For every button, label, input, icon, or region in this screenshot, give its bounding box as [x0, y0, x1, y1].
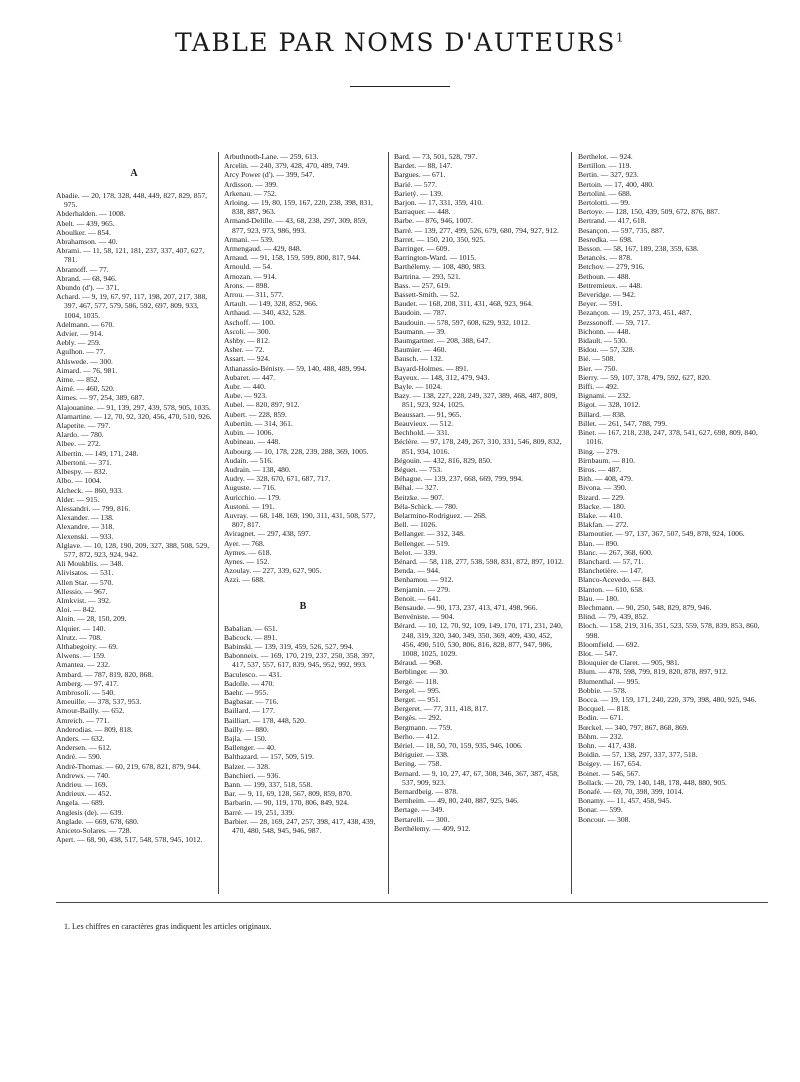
author-entry: Barié. — 577. — [394, 179, 438, 189]
author-entry: Bayle. — 1024. — [394, 382, 443, 392]
author-entry: Althabegoity. — 69. — [56, 641, 118, 651]
author-entry: Barbe. — 876, 946, 1007. — [394, 216, 473, 226]
author-entry: Ardisson. — 399. — [224, 179, 279, 189]
author-entry: Bollack. — 20, 79, 140, 148, 178, 448, 880, 905. — [578, 777, 727, 787]
author-entry: Artault. — 149, 328, 852, 966. — [224, 299, 318, 309]
author-entry: Aime. — 852. — [56, 375, 100, 385]
author-entry: Aubert. — 228, 859. — [224, 409, 287, 419]
index-column-2 — [224, 152, 382, 894]
author-entry: Aimes. — 97, 254, 389, 687. — [56, 393, 145, 403]
author-entry: Abrand. — 68, 946. — [56, 273, 117, 283]
author-entry: Asher. — 72. — [224, 345, 265, 355]
author-entry: Bertrand. — 417, 618. — [578, 216, 647, 226]
author-entry: Bernard. — 9, 10, 27, 47, 67, 308, 346, 367, 387, 458, 537, 909, 923. — [394, 768, 559, 787]
author-entry: Barbarin. — 90, 119, 170, 806, 849, 924. — [224, 798, 350, 808]
author-entry: Bing. — 279. — [578, 446, 620, 456]
author-entry: Alexandre. — 318. — [56, 522, 115, 532]
author-entry: André. — 590. — [56, 752, 102, 762]
author-entry: Aniceto-Solares. — 728. — [56, 826, 132, 836]
author-entry: Bensaude. — 90, 173, 237, 413, 471, 498, 966. — [394, 602, 538, 612]
author-entry: Arcelin. — 240, 379, 428, 470, 489, 749. — [224, 161, 350, 171]
author-entry: Bocquel. — 818. — [578, 704, 630, 714]
author-entry: Barré. — 139, 277, 499, 526, 679, 680, 794, 927, 912. — [394, 225, 559, 235]
page-title — [0, 28, 800, 57]
column-divider — [388, 152, 389, 894]
author-entry: Amreich. — 771. — [56, 715, 110, 725]
author-entry: Bernheim. — 49, 80, 240, 887, 925, 946. — [394, 796, 519, 806]
author-entry: Agulhon. — 77. — [56, 347, 106, 357]
author-entry: Beaussart. — 91, 965. — [394, 409, 462, 419]
author-entry: Anderodias. — 809, 818. — [56, 724, 133, 734]
author-entry: Bierry. — 59, 107, 378, 479, 592, 627, 820. — [578, 372, 711, 382]
author-entry: Béhague. — 139, 237, 668, 669, 799, 994. — [394, 474, 524, 484]
author-entry: Amantea. — 232. — [56, 660, 110, 670]
author-entry: Bidou. — 57, 328. — [578, 345, 635, 355]
author-entry: Ali Moukblis. — 348. — [56, 559, 124, 569]
author-entry: Aloi. — 842. — [56, 605, 97, 615]
author-entry: Barret. — 150, 210, 350, 925. — [394, 234, 486, 244]
author-entry: Bertoin. — 17, 400, 480. — [578, 179, 654, 189]
author-entry: Bith. — 408, 479. — [578, 474, 633, 484]
author-entry: Bocca. — 19, 159, 171, 240, 220, 379, 398, 480, 925, 946. — [578, 694, 757, 704]
author-entry: Barringer. — 609. — [394, 244, 450, 254]
author-entry: Bodin. — 671. — [578, 713, 624, 723]
author-entry: Abderhalden. — 1008. — [56, 209, 126, 219]
author-entry: Bausch. — 132. — [394, 354, 443, 364]
author-entry: Bertillon. — 119. — [578, 161, 632, 171]
author-entry: Ayer. — 768. — [224, 538, 265, 548]
author-entry: Auguste. — 716. — [224, 483, 276, 493]
author-entry: Blau. — 180. — [578, 593, 619, 603]
author-entry: Babinski. — 139, 319, 459, 526, 527, 994. — [224, 641, 354, 651]
author-entry: Arloing. — 19, 80, 159, 167, 220, 238, 398, 831, 838, 887, 963. — [224, 198, 373, 217]
author-entry: Blumenthal. — 995. — [578, 676, 641, 686]
author-entry: Armani. — 539. — [224, 234, 274, 244]
author-entry: Angela. — 689. — [56, 798, 105, 808]
author-entry: Alajouanine. — 91, 139, 297, 439, 578, 905, 1035. — [56, 402, 211, 412]
author-entry: Bertoye. — 128, 150, 439, 509, 672, 876, 887. — [578, 207, 720, 217]
author-entry: Ascoli. — 300. — [224, 326, 271, 336]
author-entry: Abrahamson. — 40. — [56, 237, 118, 247]
author-entry: Audain. — 516. — [224, 455, 273, 465]
author-entry: Barrington-Ward. — 1015. — [394, 253, 477, 263]
author-entry: Bailliart. — 178, 448, 520. — [224, 715, 306, 725]
page-title-text: TABLE PAR NOMS D'AUTEURS — [174, 28, 616, 57]
author-entry: Besançon. — 597, 735, 887. — [578, 225, 665, 235]
author-entry: Béclère. — 97, 178, 249, 267, 310, 331, 546, 809, 832, 851, 934, 1016. — [394, 437, 562, 456]
author-entry: Banchieri. — 936. — [224, 770, 281, 780]
author-entry: Bonamy. — 11, 457, 458, 945. — [578, 796, 672, 806]
author-entry: Albee. — 272. — [56, 439, 101, 449]
author-entry: Berblinger. — 30. — [394, 667, 449, 677]
author-entry: Boinet. — 546, 567. — [578, 768, 641, 778]
author-entry: Baumgartner. — 208, 388, 647. — [394, 336, 491, 346]
author-entry: Besson. — 58, 167, 189, 238, 359, 638. — [578, 244, 699, 254]
author-entry: Balthazard. — 157, 509, 519. — [224, 752, 314, 762]
author-entry: Billet. — 261, 547, 788, 799. — [578, 418, 668, 428]
author-entry: Arrou. — 311, 577. — [224, 290, 284, 300]
author-entry: Betancès. — 878. — [578, 253, 632, 263]
index-column-1 — [56, 152, 212, 894]
author-entry: Babcock. — 891. — [224, 632, 278, 642]
author-entry: Andersen. — 612. — [56, 743, 112, 753]
author-entry: Bloomfield. — 692. — [578, 639, 640, 649]
author-entry: Bloch. — 158, 219, 316, 351, 523, 559, 578, 839, 853, 860, 998. — [578, 621, 760, 640]
author-entry: Alglave. — 10, 128, 190, 209, 327, 388, 508, 529, 577, 872, 923, 924, 942. — [56, 540, 210, 559]
author-entry: Assart. — 924. — [224, 354, 270, 364]
author-entry: Baudet. — 168, 208, 311, 431, 468, 923, 964. — [394, 299, 533, 309]
author-entry: Balzer. — 328. — [224, 761, 270, 771]
section-letter: A — [130, 168, 138, 179]
author-entry: Benvéniste. — 904. — [394, 612, 455, 622]
author-entry: Baillard. — 177. — [224, 706, 276, 716]
author-entry: Biffi. — 492. — [578, 382, 619, 392]
author-entry: Binet. — 167, 218, 238, 247, 378, 541, 627, 698, 809, 840, 1016. — [578, 428, 758, 447]
author-entry: Bœckel. — 340, 797, 867, 868, 869. — [578, 722, 689, 732]
author-entry: Adelmann. — 670. — [56, 319, 115, 329]
author-entry: Aubel. — 820, 897, 912. — [224, 400, 300, 410]
author-entry: Barietý. — 139. — [394, 188, 443, 198]
author-entry: Armand-Delille. — 43, 68, 238, 297, 309, 859, 877, 923, 973, 986, 993. — [224, 216, 367, 235]
author-entry: Bernardbeig. — 878. — [394, 787, 459, 797]
author-entry: Arnozan. — 914. — [224, 271, 277, 281]
author-entry: Bazy. — 138, 227, 228, 249, 327, 389, 468, 487, 809, 851, 923, 924, 1025. — [394, 391, 558, 410]
author-entry: Besredka. — 698. — [578, 234, 633, 244]
author-entry: Andrieux. — 452. — [56, 789, 112, 799]
author-entry: Alrutz. — 708. — [56, 632, 102, 642]
author-entry: Bier. — 750. — [578, 363, 618, 373]
author-entry: Bagbasar. — 716. — [224, 697, 279, 707]
author-entry: Bériguier. — 338. — [394, 750, 449, 760]
author-entry: Bajla. — 150. — [224, 733, 267, 743]
author-entry: Bergel. — 995. — [394, 685, 441, 695]
author-entry: Badolle. — 470. — [224, 678, 275, 688]
author-entry: Bailly. — 880. — [224, 724, 269, 734]
author-entry: Bergé. — 118. — [394, 676, 439, 686]
author-entry: Achard. — 9, 19, 67, 97, 117, 198, 207, 217, 388, 397, 467, 577, 579, 586, 592, 697, 809, 933, 1004, 1035. — [56, 292, 208, 320]
author-entry: Albertoni. — 371. — [56, 457, 112, 467]
author-entry: Albespy. — 832. — [56, 467, 108, 477]
index-columns — [56, 152, 768, 894]
author-entry: Bann. — 199, 337, 518, 558. — [224, 780, 313, 789]
author-entry: Azzi. — 688. — [224, 575, 265, 585]
author-entry: Allessio. — 967. — [56, 586, 108, 596]
author-entry: Athanassio-Bénisty. — 59, 140, 488, 489, 994. — [224, 363, 367, 373]
author-entry: Arnould. — 54. — [224, 262, 273, 272]
author-entry: Blum. — 478, 598, 799, 819, 820, 878, 897, 912. — [578, 667, 728, 677]
author-entry: Birnbaum. — 810. — [578, 455, 635, 465]
author-entry: Bohn. — 417, 438. — [578, 741, 637, 750]
author-entry: Béguet. — 753. — [394, 464, 443, 474]
author-entry: Baehr. — 955. — [224, 687, 269, 697]
author-entry: Alquier. — 140. — [56, 623, 106, 633]
author-entry: Anglade. — 669, 678, 680. — [56, 816, 139, 826]
author-entry: Bargues. — 671. — [394, 170, 446, 180]
author-entry: Bettremieux. — 448. — [578, 280, 643, 290]
author-entry: Advier. — 914. — [56, 329, 104, 339]
author-entry: Austoni. — 191. — [224, 501, 275, 511]
author-entry: Babalian. — 651. — [224, 623, 278, 633]
author-entry: Bethoun. — 488. — [578, 271, 631, 281]
author-entry: Andrieu. — 169. — [56, 780, 108, 789]
author-entry: Berger. — 951. — [394, 694, 441, 704]
author-entry: Anglesis (de). — 639. — [56, 807, 124, 817]
author-entry: Beitzke. — 907. — [394, 492, 444, 502]
author-entry: Azoulay. — 227, 339, 627, 905. — [224, 566, 322, 576]
author-entry: Blanchard. — 57, 71. — [578, 556, 644, 566]
author-entry: Bardet. — 88, 147. — [394, 161, 453, 171]
author-entry: Bichonn. — 448. — [578, 326, 631, 336]
author-entry: Baumier. — 460. — [394, 345, 447, 355]
author-entry: Albertin. — 149, 171, 248. — [56, 448, 139, 458]
author-entry: Blouquier de Claret. — 905, 981. — [578, 658, 680, 668]
author-entry: Arkenau. — 752. — [224, 188, 277, 198]
author-entry: Barthélemy. — 108, 480, 983. — [394, 262, 486, 272]
author-entry: Auricchio. — 179. — [224, 492, 281, 502]
author-entry: Bar. — 9, 11, 69, 128, 567, 809, 859, 870. — [224, 789, 352, 799]
author-entry: Arcy Power (d'). — 399, 547. — [224, 170, 315, 180]
author-entry: Biros. — 487. — [578, 464, 622, 474]
author-entry: Bégouin. — 432, 816, 829, 850. — [394, 455, 492, 465]
author-entry: Belarmino-Rodriguez. — 268. — [394, 510, 487, 520]
author-entry: Bonar. — 599. — [578, 805, 623, 815]
author-entry: Andrews. — 740. — [56, 770, 110, 780]
author-entry: Blake. — 410. — [578, 510, 623, 520]
author-entry: Blamoutier. — 97, 137, 367, 507, 549, 878, 924, 1006. — [578, 529, 745, 539]
author-entry: Berthelot. — 924. — [578, 152, 633, 161]
author-entry: Alcheck. — 860, 933. — [56, 485, 124, 495]
author-entry: Blanco-Acevedo. — 843. — [578, 575, 656, 585]
author-entry: Aubourg. — 10, 178, 228, 239, 288, 369, 1005. — [224, 446, 369, 456]
author-entry: Alexenski. — 933. — [56, 531, 114, 541]
author-entry: Ambard. — 787, 819, 820, 868. — [56, 669, 154, 679]
author-entry: Alardo. — 780. — [56, 430, 104, 440]
author-entry: Beveridge. — 942. — [578, 290, 636, 300]
author-entry: Aubaret. — 447. — [224, 372, 276, 382]
author-entry: Boigey. — 167, 654. — [578, 759, 642, 769]
author-entry: Aube. — 923. — [224, 391, 268, 401]
author-entry: Bériel. — 18, 50, 70, 159, 935, 946, 1006. — [394, 741, 523, 750]
author-entry: Boidin. — 57, 138, 297, 337, 377, 518. — [578, 750, 698, 760]
author-entry: Aubertin. — 314, 361. — [224, 418, 293, 428]
author-entry: Almkvist. — 392. — [56, 595, 111, 605]
author-entry: Bergeret. — 77, 311, 418, 817. — [394, 704, 489, 714]
author-entry: Arbuthnoth-Lane. — 259, 613. — [224, 152, 319, 161]
author-entry: Baculesco. — 431. — [224, 669, 282, 679]
author-entry: Benoit. — 641. — [394, 593, 441, 603]
author-entry: Alwens. — 159. — [56, 651, 106, 661]
author-entry: Bard. — 73, 501, 528, 797. — [394, 152, 478, 161]
footnote: 1. Les chiffres en caractères gras indiquent les articles originaux. — [64, 922, 272, 931]
author-entry: Blanchetière. — 147. — [578, 566, 643, 576]
author-entry: Bidault. — 530. — [578, 336, 627, 346]
author-entry: Aimé. — 460, 520. — [56, 384, 115, 394]
author-entry: Alivisatos. — 531. — [56, 568, 114, 578]
author-entry: Bass. — 257, 619. — [394, 280, 451, 290]
author-entry: Aubin. — 1006. — [224, 428, 274, 438]
author-entry: Bering. — 758. — [394, 759, 442, 769]
author-entry: Bié. — 508. — [578, 354, 616, 364]
author-entry: Bezssonoff. — 59, 717. — [578, 317, 650, 327]
author-entry: Anders. — 632. — [56, 733, 105, 743]
author-entry: Amberg. — 97, 417. — [56, 678, 119, 688]
author-entry: Beyer. — 591. — [578, 299, 623, 309]
author-entry: Aviragnet. — 297, 438, 597. — [224, 529, 311, 539]
author-entry: Betchov. — 279, 916. — [578, 262, 645, 272]
author-entry: Boncour. — 308. — [578, 814, 631, 824]
section-letter: B — [299, 600, 307, 612]
author-entry: Audry. — 328, 670, 671, 687, 717. — [224, 474, 331, 484]
author-entry: Blind. — 79, 439, 852. — [578, 612, 649, 622]
author-entry: Aschoff. — 100. — [224, 317, 275, 327]
index-column-3 — [394, 152, 564, 894]
author-entry: Abramoff. — 77. — [56, 264, 109, 274]
author-entry: Barbier. — 28, 169, 247, 257, 398, 417, 438, 439, 470, 480, 548, 945, 946, 987. — [224, 816, 376, 836]
author-entry: Baumann. — 39. — [394, 326, 446, 336]
footnote-rule — [56, 902, 768, 903]
author-entry: Bassett-Smith. — 52. — [394, 290, 460, 300]
author-entry: Bérard. — 10, 12, 70, 92, 109, 149, 170, 171, 231, 240, 248, 319, 320, 340, 349, 350, 369, 409, 430, 452, 456, 490, 510, 530, 806, 816, 828, 877, 947, 986, 1008, 1025, 1029. — [394, 621, 563, 658]
author-entry: Blanton. — 610, 658. — [578, 584, 644, 594]
author-entry: Arthaud. — 340, 432, 528. — [224, 308, 306, 318]
column-divider — [218, 152, 219, 894]
author-entry: Aubr. — 440. — [224, 382, 266, 392]
author-entry: Bertolini. — 688. — [578, 188, 632, 198]
author-entry: Audrain. — 138, 480. — [224, 464, 291, 474]
author-entry: Aimard. — 76, 981. — [56, 365, 118, 375]
author-entry: Abelt. — 439, 965. — [56, 218, 115, 228]
author-entry: Alamartine. — 12, 70, 92, 320, 456, 470, 510, 926. — [56, 411, 212, 421]
author-entry: Aymes. — 618. — [224, 547, 272, 557]
author-entry: André-Thomas. — 60, 219, 678, 821, 879, 944. — [56, 761, 201, 771]
author-entry: Alessandri. — 799, 816. — [56, 503, 131, 513]
author-entry: Böhm. — 232. — [578, 731, 624, 741]
author-entry: Ballenger. — 40. — [224, 743, 276, 753]
author-entry: Arons. — 898. — [224, 280, 270, 290]
author-entry: Berho. — 412. — [394, 731, 440, 741]
author-entry: Beauvieux. — 512. — [394, 418, 454, 428]
author-entry: Aboulker. — 854. — [56, 227, 111, 237]
author-entry: Bertage. — 349. — [394, 805, 445, 815]
author-entry: Alder. — 915. — [56, 494, 100, 504]
author-entry: Bertin. — 327, 923. — [578, 170, 639, 180]
author-entry: Barjon. — 17, 331, 359, 410. — [394, 198, 484, 208]
author-entry: Benda. — 944. — [394, 566, 440, 576]
author-entry: Baudouin. — 578, 597, 608, 629, 932, 1012. — [394, 317, 530, 327]
author-entry: Aubineau. — 448. — [224, 437, 281, 447]
author-entry: Ambrosoli. — 540. — [56, 687, 116, 697]
column-divider — [571, 152, 572, 894]
author-entry: Béla-Schick. — 780. — [394, 501, 458, 511]
author-entry: Amour-Bailly. — 652. — [56, 706, 125, 716]
author-entry: Ashby. — 812. — [224, 336, 270, 346]
author-entry: Bell. — 1026. — [394, 520, 438, 530]
author-entry: Bénard. — 58, 118, 277, 538, 598, 831, 872, 897, 1012. — [394, 556, 564, 566]
author-entry: Béraud. — 968. — [394, 658, 443, 668]
author-entry: Babonneix. — 169, 170, 219, 237, 250, 358, 397, 417, 537, 557, 617, 839, 945, 952, 992, 993. — [224, 651, 375, 670]
author-entry: Blakfan. — 272. — [578, 520, 629, 530]
author-entry: Billard. — 838. — [578, 409, 626, 419]
author-entry: Arnaud. — 91, 158, 159, 599, 800, 817, 944. — [224, 253, 361, 263]
author-entry: Bechhold. — 331. — [394, 428, 450, 438]
author-entry: Benjamin. — 279. — [394, 584, 451, 594]
author-entry: Alapetite. — 797. — [56, 421, 111, 431]
author-entry: Bizard. — 229. — [578, 492, 625, 502]
author-entry: Bartrina. — 293, 521. — [394, 271, 461, 281]
author-entry: Alexander. — 138. — [56, 513, 114, 523]
author-entry: Blan. — 890. — [578, 538, 619, 548]
author-entry: Bivona. — 390. — [578, 483, 627, 493]
author-entry: Aebly. — 259. — [56, 338, 101, 348]
author-entry: Bellenger. — 519. — [394, 538, 450, 548]
author-entry: Benhamou. — 912. — [394, 575, 454, 585]
author-entry: Aynes. — 152. — [224, 556, 270, 566]
author-entry: Bezançon. — 19, 257, 373, 451, 487. — [578, 308, 692, 318]
author-entry: Béhal. — 327. — [394, 483, 439, 493]
author-entry: Ameuille. — 378, 537, 953. — [56, 697, 142, 707]
author-entry: Blechmann. — 90, 250, 548, 829, 879, 946. — [578, 602, 712, 612]
author-entry: Barraquer. — 448. — [394, 207, 451, 217]
author-entry: Ahlswede. — 300. — [56, 356, 113, 366]
footnote-mark: 1 — [615, 30, 626, 45]
author-entry: Blanc. — 267, 368, 600. — [578, 547, 653, 557]
author-entry: Bayeux. — 148, 312, 479, 943. — [394, 372, 490, 382]
author-entry: Blot. — 547. — [578, 648, 618, 658]
author-entry: Barré. — 19, 251, 339. — [224, 807, 295, 817]
author-entry: Apert. — 68, 90, 438, 517, 548, 578, 945, 1012. — [56, 835, 203, 845]
author-entry: Bigot. — 328, 1012. — [578, 400, 641, 410]
author-entry: Bignami. — 232. — [578, 391, 631, 401]
author-entry: Albo. — 1004. — [56, 476, 102, 486]
author-entry: Bobbie. — 578. — [578, 685, 627, 695]
author-entry: Bertolotti. — 99. — [578, 198, 630, 208]
author-entry: Auvray. — 68, 148, 169, 190, 311, 431, 508, 577, 807, 817. — [224, 510, 376, 530]
index-column-4 — [578, 152, 768, 894]
author-entry: Allen Star. — 570. — [56, 577, 114, 587]
author-entry: Berthélemy. — 409, 912. — [394, 823, 471, 833]
author-entry: Blacke. — 180. — [578, 501, 626, 511]
author-entry: Aloin. — 28, 150, 209. — [56, 614, 127, 624]
author-entry: Bellanger. — 312, 348. — [394, 529, 465, 539]
author-entry: Baudoin. — 787. — [394, 308, 447, 318]
author-entry: Bergès. — 292. — [394, 713, 442, 723]
title-rule — [350, 86, 450, 87]
author-entry: Armengaud. — 429, 848. — [224, 244, 302, 254]
author-entry: Belot. — 339. — [394, 547, 438, 557]
author-entry: Abundo (d'). — 371. — [56, 283, 120, 293]
author-entry: Abrami. — 11, 58, 121, 181, 237, 337, 407, 627, 781. — [56, 246, 205, 265]
author-entry: Bergmann. — 759. — [394, 722, 453, 732]
author-entry: Bertarelli. — 300. — [394, 814, 450, 824]
author-entry: Abadie. — 20, 178, 328, 448, 449, 827, 829, 857, 975. — [56, 191, 208, 210]
author-entry: Bonafé. — 69, 70, 398, 399, 1014. — [578, 787, 684, 797]
author-entry: Bayard-Holmes. — 891. — [394, 363, 469, 373]
